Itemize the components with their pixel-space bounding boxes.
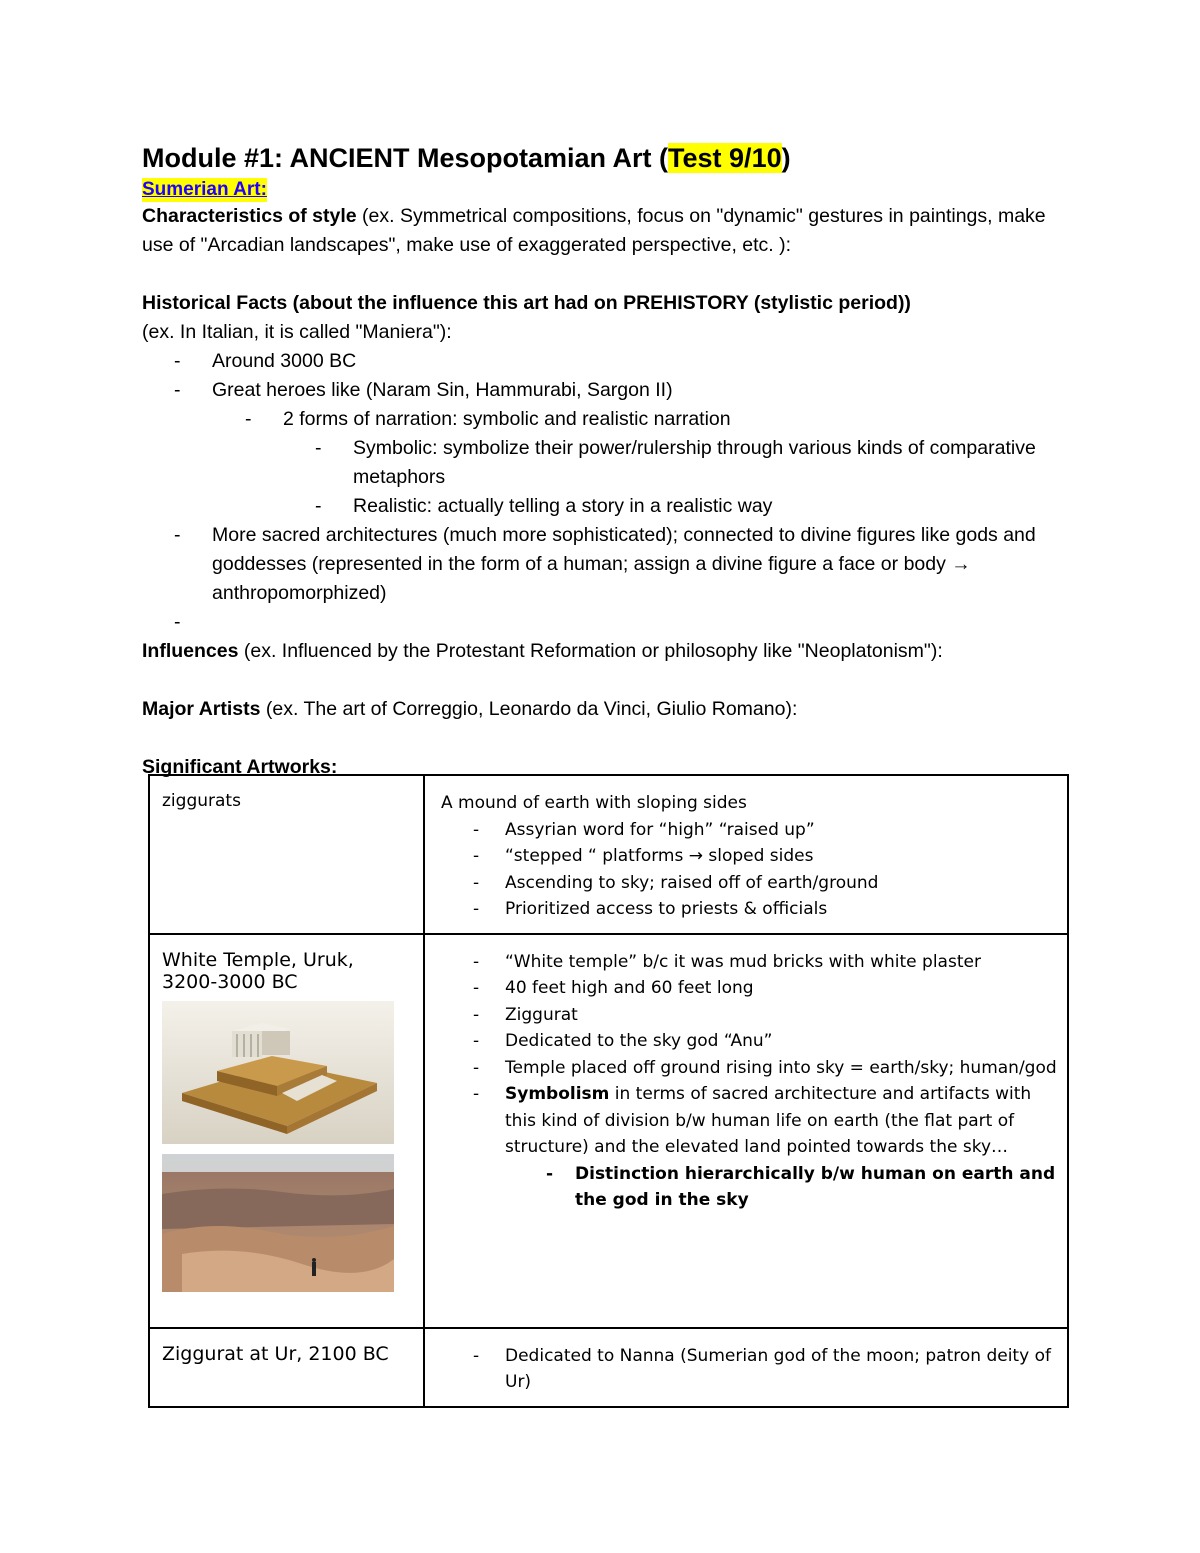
list-item-empty: - [174,611,181,633]
table-row [149,775,1068,934]
white-temple-ruins-photo [162,1154,394,1304]
influences-label: Influences [142,640,239,662]
table-cell-title [149,1328,424,1407]
characteristics-label: Characteristics of style [142,205,357,227]
list-item: - Ziggurat [473,1004,578,1025]
list-item: - Prioritized access to priests & officials [473,899,828,919]
list-item: - Symbolism in terms of sacred architecture and artifacts with this kind of division b/w human life on earth (the flat part of structure) and the elevated land pointed towards the sky… [473,1084,1032,1157]
list-item: - 40 feet high and 60 feet long [473,978,754,998]
list-item: - Temple placed off ground rising into sky = earth/sky; human/god [473,1057,1057,1078]
artwork-name: White Temple, Uruk, 3200-3000 BC [162,948,354,993]
list-item: - Ascending to sky; raised off of earth/ground [473,872,879,893]
artwork-images [162,1001,394,1308]
characteristics-paragraph [142,202,1072,260]
historical-label: Historical Facts (about the influence this art had on PREHISTORY (stylistic period)) [142,292,911,314]
artwork-name: ziggurats [162,791,241,811]
list-item: - Distinction hierarchically b/w human on earth and the god in the sky [546,1163,1056,1210]
list-item: - Great heroes like (Naram Sin, Hammurabi, Sargon II) [174,379,673,401]
list-item: - 2 forms of narration: symbolic and realistic narration [245,408,731,430]
table-row [149,934,1068,1328]
list-item: - Assyrian word for “high” “raised up” [473,819,815,840]
table-cell-notes [424,934,1068,1328]
list-item: - “stepped “ platforms → sloped sides [473,846,814,866]
influences-text: (ex. Influenced by the Protestant Reformation or philosophy like "Neoplatonism"): [238,640,943,662]
title-highlight: Test 9/10 [668,143,782,173]
artists-text: (ex. The art of Correggio, Leonardo da Vinci, Giulio Romano): [260,698,798,720]
table-cell-notes [424,775,1068,934]
list-item: - Realistic: actually telling a story in a realistic way [315,495,773,517]
historical-text: (ex. In Italian, it is called "Maniera"): [142,321,452,343]
table-cell-title [149,775,424,934]
artists-paragraph [142,695,1072,724]
artworks-table [148,774,1069,1408]
white-temple-reconstruction-image [162,1001,394,1144]
table-cell-title [149,934,424,1328]
notes-intro: A mound of earth with sloping sides [441,793,747,813]
artworks-label: Significant Artworks: [142,756,338,778]
artwork-name: Ziggurat at Ur, 2100 BC [162,1342,389,1365]
page-title: Module #1: ANCIENT Mesopotamian Art (Test 9/10) [142,143,791,173]
list-item: - Symbolic: symbolize their power/rulership through various kinds of comparative metaphors [315,437,1036,488]
characteristics-text: (ex. Symmetrical compositions, focus on "dynamic" gestures in paintings, make use of "Arcadian landscapes", make use of exaggerated perspective, etc. ): [142,205,1046,256]
influences-paragraph [142,637,1072,666]
table-cell-notes [424,1328,1068,1407]
list-item: - Around 3000 BC [174,350,357,372]
list-item: - “White temple” b/c it was mud bricks with white plaster [473,951,981,972]
table-row [149,1328,1068,1407]
list-item: - Dedicated to the sky god “Anu” [473,1031,773,1051]
list-item: - Dedicated to Nanna (Sumerian god of the moon; patron deity of Ur) [473,1345,1051,1392]
document-page [142,138,1072,782]
list-item: - More sacred architectures (much more sophisticated); connected to divine figures like gods and goddesses (represented in the form of a human; assign a divine figure a face or body → anthropomorphized) [174,524,1036,604]
artists-label: Major Artists [142,698,261,720]
section-subheading: Sumerian Art: [142,179,267,200]
